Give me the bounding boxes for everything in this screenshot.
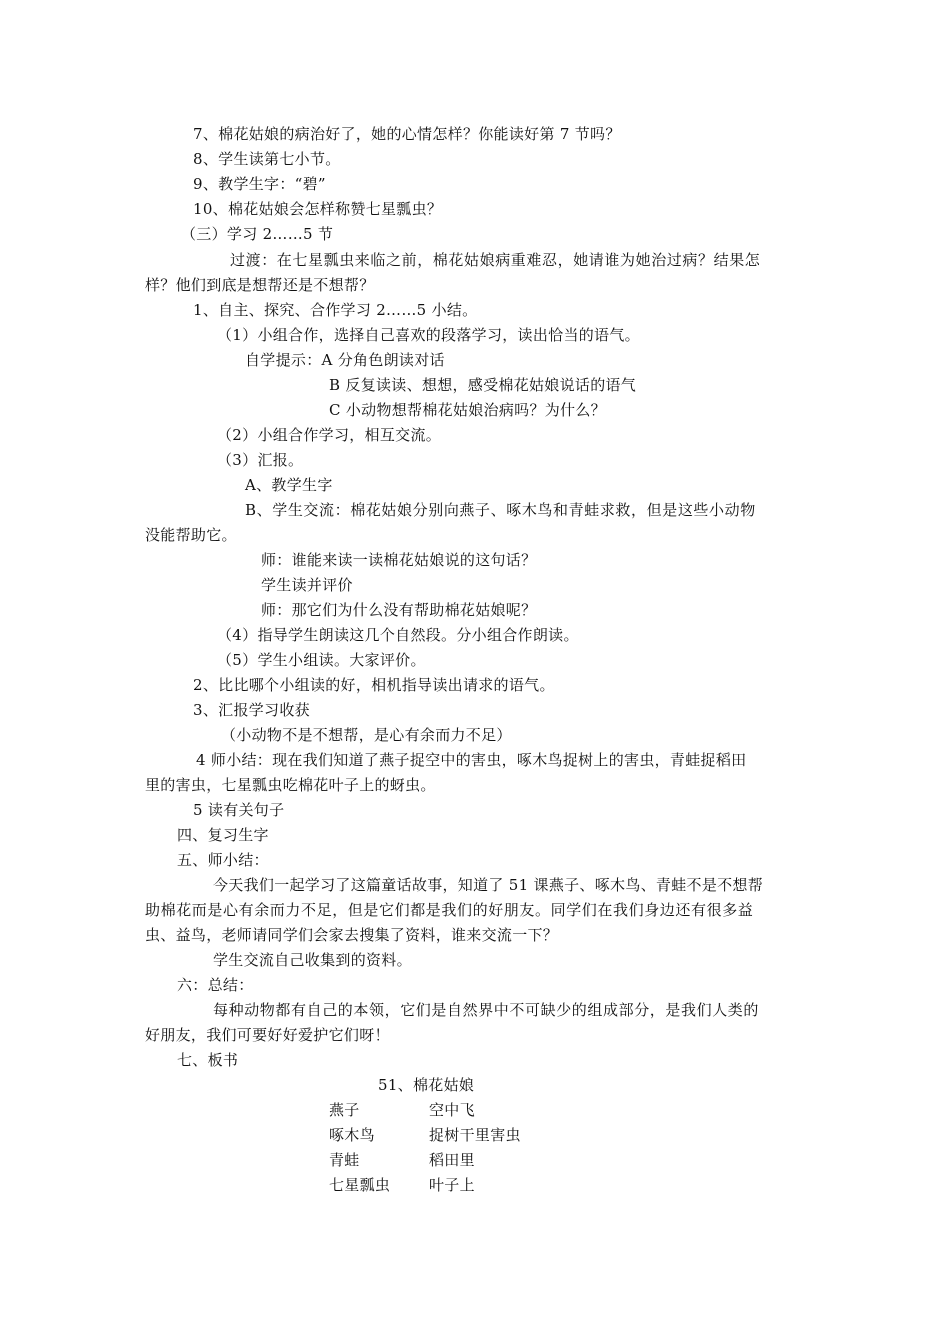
text-line: B、学生交流：棉花姑娘分别向燕子、啄木鸟和青蛙求救，但是这些小动物 bbox=[245, 501, 756, 519]
board-location: 空中飞 bbox=[429, 1101, 475, 1119]
text-line: 助棉花而是心有余而力不足，但是它们都是我们的好朋友。同学们在我们身边还有很多益 bbox=[145, 901, 754, 919]
text-line: 师：那它们为什么没有帮助棉花姑娘呢？ bbox=[261, 601, 537, 619]
board-animal: 燕子 bbox=[329, 1101, 360, 1119]
board-location: 稻田里 bbox=[429, 1151, 475, 1169]
text-line: 师：谁能来读一读棉花姑娘说的这句话？ bbox=[261, 551, 537, 569]
text-line: 7、棉花姑娘的病治好了，她的心情怎样？你能读好第 7 节吗？ bbox=[193, 125, 621, 143]
board-animal: 啄木鸟 bbox=[329, 1126, 375, 1144]
text-line: B 反复读读、想想，感受棉花姑娘说话的语气 bbox=[329, 376, 637, 394]
section-heading: 四、复习生字 bbox=[177, 826, 269, 844]
text-line: 样？他们到底是想帮还是不想帮？ bbox=[145, 276, 375, 294]
text-line: 3、汇报学习收获 bbox=[193, 701, 310, 719]
text-line: 好朋友，我们可要好好爱护它们呀！ bbox=[145, 1026, 390, 1044]
section-heading: 六：总结： bbox=[177, 976, 254, 994]
text-line: （4）指导学生朗读这几个自然段。分小组合作朗读。 bbox=[217, 626, 579, 644]
section-heading: 七、板书 bbox=[177, 1051, 239, 1069]
text-line: 过渡：在七星瓢虫来临之前，棉花姑娘病重难忍，她请谁为她治过病？结果怎 bbox=[230, 251, 761, 269]
text-line: 学生交流自己收集到的资料。 bbox=[213, 951, 412, 969]
text-line: 5 读有关句子 bbox=[193, 801, 285, 819]
board-location: 捉树干里害虫 bbox=[429, 1126, 521, 1144]
board-location: 叶子上 bbox=[429, 1176, 475, 1194]
text-line: 8、学生读第七小节。 bbox=[193, 150, 341, 168]
text-line: 里的害虫，七星瓢虫吃棉花叶子上的蚜虫。 bbox=[145, 776, 436, 794]
board-title: 51、棉花姑娘 bbox=[378, 1076, 475, 1094]
text-line: 学生读并评价 bbox=[261, 576, 353, 594]
text-line: （小动物不是不想帮，是心有余而力不足） bbox=[221, 726, 512, 744]
text-line: （5）学生小组读。大家评价。 bbox=[217, 651, 426, 669]
text-line: 9、教学生字：“碧” bbox=[193, 175, 326, 193]
text-line: C 小动物想帮棉花姑娘治病吗？为什么？ bbox=[329, 401, 606, 419]
text-line: 虫、益鸟，老师请同学们会家去搜集了资料，谁来交流一下？ bbox=[145, 926, 559, 944]
section-heading: 五、师小结： bbox=[177, 851, 269, 869]
text-line: 2、比比哪个小组读的好，相机指导读出请求的语气。 bbox=[193, 676, 555, 694]
text-line: 自学提示：A 分角色朗读对话 bbox=[245, 351, 445, 369]
text-line: 4 师小结：现在我们知道了燕子捉空中的害虫，啄木鸟捉树上的害虫，青蛙捉稻田 bbox=[196, 751, 747, 769]
section-heading: （三）学习 2……5 节 bbox=[181, 225, 334, 243]
text-line: （1）小组合作，选择自己喜欢的段落学习，读出恰当的语气。 bbox=[217, 326, 640, 344]
text-line: 1、自主、探究、合作学习 2……5 小结。 bbox=[193, 301, 478, 319]
text-line: （2）小组合作学习，相互交流。 bbox=[217, 426, 442, 444]
text-line: 每种动物都有自己的本领，它们是自然界中不可缺少的组成部分，是我们人类的 bbox=[213, 1001, 760, 1019]
text-line: 没能帮助它。 bbox=[145, 526, 237, 544]
board-animal: 青蛙 bbox=[329, 1151, 360, 1169]
board-animal: 七星瓢虫 bbox=[329, 1176, 391, 1194]
text-line: （3）汇报。 bbox=[217, 451, 304, 469]
text-line: 今天我们一起学习了这篇童话故事，知道了 51 课燕子、啄木鸟、青蛙不是不想帮 bbox=[213, 876, 764, 894]
text-line: 10、棉花姑娘会怎样称赞七星瓢虫？ bbox=[193, 200, 443, 218]
text-line: A、教学生字 bbox=[245, 476, 333, 494]
